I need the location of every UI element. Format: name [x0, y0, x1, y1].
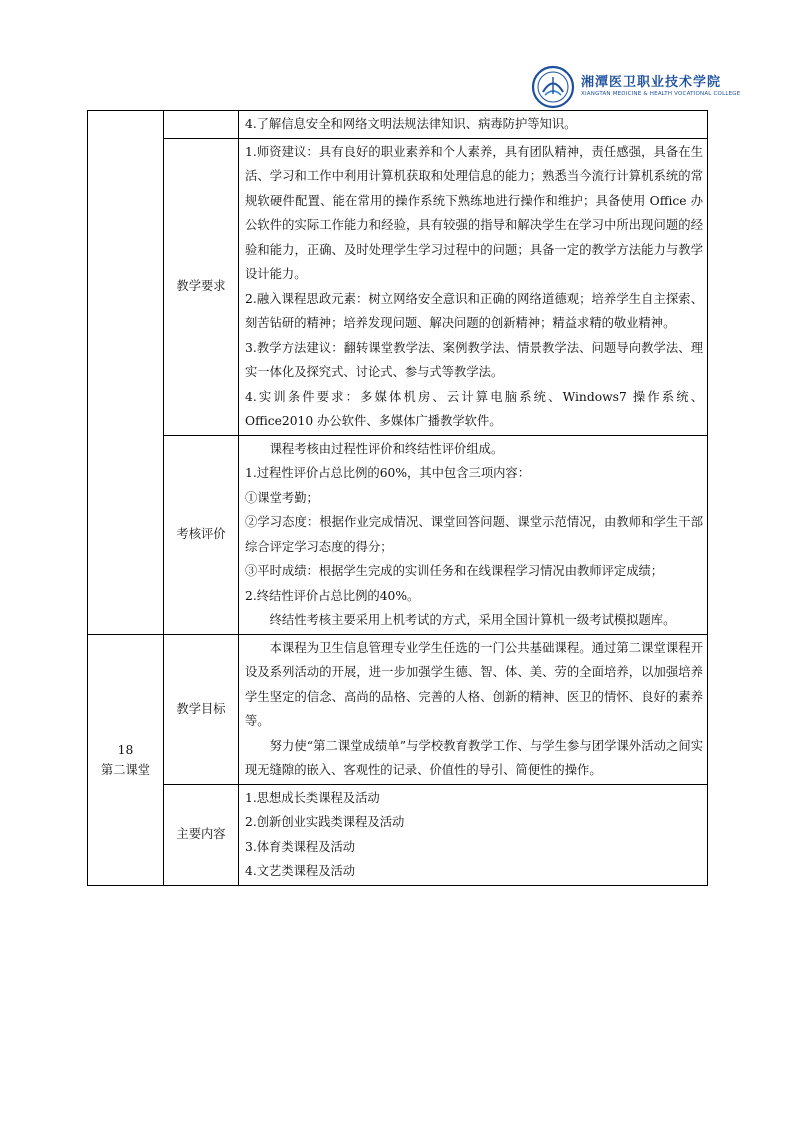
table-row	[88, 111, 708, 139]
goal-paragraph: 本课程为卫生信息管理专业学生任选的一门公共基础课程。通过第二课堂课程开设及系列活动的开展，进一步加强学生德、智、体、美、劳的全面培养，以加强培养学生坚定的信念、高尚的品格、完善的人格、创新的精神、医卫的情怀、良好的素养等。	[245, 640, 703, 728]
empty-label-cell	[164, 111, 239, 139]
assessment-content	[239, 435, 708, 634]
college-logo	[531, 64, 741, 110]
curriculum-table	[87, 110, 708, 886]
assessment-item: ③平时成绩：根据学生完成的实训任务和在线课程学习情况由教师评定成绩；	[245, 564, 664, 578]
requirement-item: 2.融入课程思政元素：树立网络安全意识和正确的网络道德观；培养学生自主探索、刻苦钻研的精神；培养发现问题、解决问题的创新精神；精益求精的敬业精神。	[245, 291, 703, 330]
table-row	[88, 435, 708, 634]
course-18-cell	[88, 634, 164, 885]
course-name: 第二课堂	[100, 762, 151, 777]
table-row	[88, 784, 708, 885]
course-number-cell-empty	[88, 111, 164, 635]
assessment-item: ②学习态度：根据作业完成情况、课堂回答问题、课堂示范情况，由教师和学生干部综合评定学习态度的得分；	[245, 515, 703, 554]
teaching-goal-label: 教学目标	[164, 634, 239, 784]
assessment-label: 考核评价	[164, 435, 239, 634]
assessment-outro: 终结性考核主要采用上机考试的方式，采用全国计算机一级考试模拟题库。	[269, 613, 676, 627]
goal-paragraph: 努力使“第二课堂成绩单”与学校教育教学工作、与学生参与团学课外活动之间实现无缝隙的嵌入、客观性的记录、价值性的导引、简便性的操作。	[245, 738, 703, 777]
main-content-list	[239, 784, 708, 885]
assessment-item: ①课堂考勤；	[245, 490, 319, 505]
assessment-item: 1.过程性评价占总比例的60%，其中包含三项内容：	[245, 466, 531, 480]
content-item: 2.创新创业实践类课程及活动	[245, 815, 405, 829]
requirement-item: 1.师资建议：具有良好的职业素养和个人素养，具有团队精神，责任感强，具备在生活、学习和工作中利用计算机获取和处理信息的能力；熟悉当今流行计算机系统的常规软硬件配置、能在常用的操作系统下熟练地进行操作和维护；具备使用 Office 办公软件的实际工作能力和经验，具有较强的指导和解决学生在学习中所出现问题的经验和能力，正确、及时处理学生学习过程中的问题；具备一定的教学方法能力与教学设计能力。	[245, 144, 703, 281]
teaching-requirements-content	[239, 138, 708, 435]
assessment-item: 2.终结性评价占总比例的40%。	[245, 588, 420, 603]
teaching-requirements-label: 教学要求	[164, 138, 239, 435]
table-row	[88, 138, 708, 435]
assessment-intro: 课程考核由过程性评价和终结性评价组成。	[269, 441, 504, 456]
table-row	[88, 634, 708, 784]
requirement-item: 4.实训条件要求：多媒体机房、云计算电脑系统、Windows7 操作系统、Office2010 办公软件、多媒体广播教学软件。	[245, 389, 703, 428]
teaching-goal-content	[239, 634, 708, 784]
college-emblem-icon	[531, 65, 575, 109]
course-number: 18	[117, 742, 134, 757]
content-item: 4.文艺类课程及活动	[245, 864, 356, 878]
logo-subtitle: XIANGTAN MEDICINE & HEALTH VOCATIONAL COLLEGE	[581, 91, 741, 97]
main-content-label: 主要内容	[164, 784, 239, 885]
logo-text: 湘潭医卫职业技术学院	[581, 75, 722, 90]
content-item: 1.思想成长类课程及活动	[245, 790, 380, 805]
requirement-item: 3.教学方法建议：翻转课堂教学法、案例教学法、情景教学法、问题导向教学法、理实一体化及探究式、讨论式、参与式等教学法。	[245, 340, 703, 379]
content-item: 3.体育类课程及活动	[245, 839, 356, 854]
knowledge-item-4: 4.了解信息安全和网络文明法规法律知识、病毒防护等知识。	[239, 111, 708, 139]
